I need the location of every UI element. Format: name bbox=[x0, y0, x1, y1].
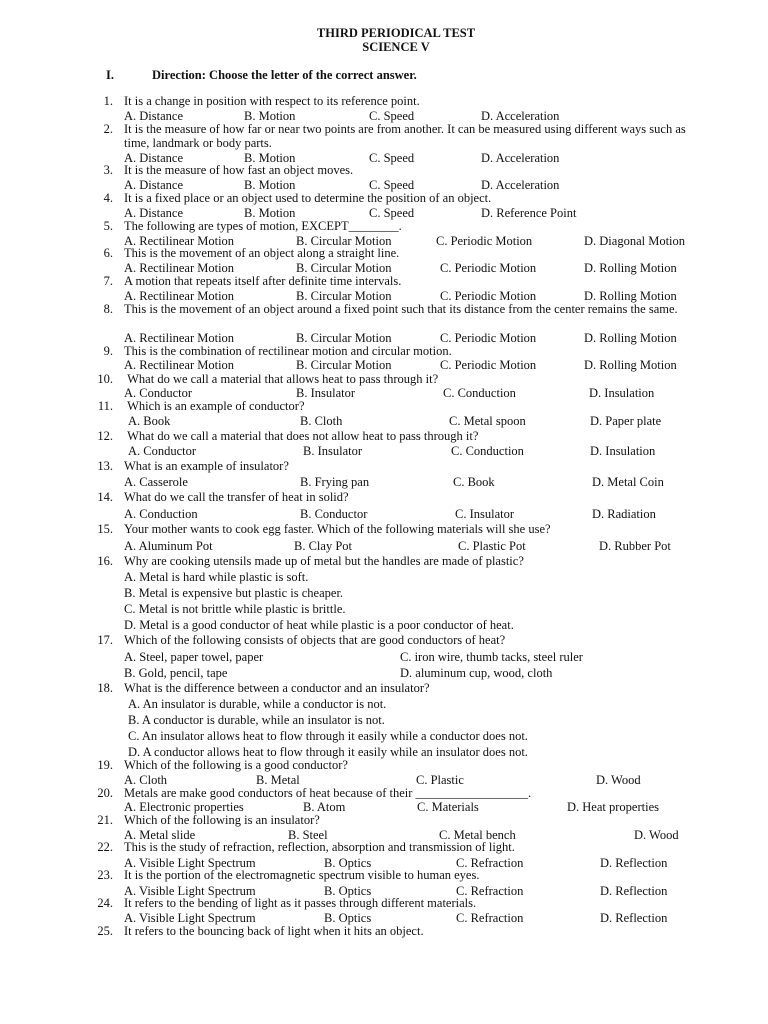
answer-option: D. Acceleration bbox=[481, 151, 560, 165]
answer-option: C. Speed bbox=[369, 151, 415, 165]
question-number: 20. bbox=[97, 786, 113, 800]
question-number: 12. bbox=[97, 429, 113, 443]
answer-option: A. Casserole bbox=[124, 475, 188, 489]
question-text: What do we call the transfer of heat in solid? bbox=[124, 490, 349, 504]
answer-option: C. Refraction bbox=[456, 856, 524, 870]
answer-option: B. Cloth bbox=[300, 414, 343, 428]
section-number: I. bbox=[106, 68, 114, 82]
answer-option: C. Metal spoon bbox=[449, 414, 526, 428]
answer-option: D. aluminum cup, wood, cloth bbox=[400, 666, 553, 680]
answer-option: A. An insulator is durable, while a conductor is not. bbox=[128, 697, 387, 711]
answer-option: D. Rolling Motion bbox=[584, 261, 677, 275]
answer-option: B. Circular Motion bbox=[296, 234, 392, 248]
answer-option: B. Insulator bbox=[303, 444, 363, 458]
question-text: Why are cooking utensils made up of metal but the handles are made of plastic? bbox=[124, 554, 524, 568]
question-text: It is the measure of how fast an object moves. bbox=[124, 163, 354, 177]
question-text: Which of the following is a good conductor? bbox=[124, 758, 348, 772]
answer-option: B. Insulator bbox=[296, 386, 356, 400]
answer-option: C. iron wire, thumb tacks, steel ruler bbox=[400, 650, 583, 664]
question-number: 23. bbox=[97, 868, 113, 882]
section-direction: Direction: Choose the letter of the correct answer. bbox=[152, 68, 417, 82]
question-text: A motion that repeats itself after definite time intervals. bbox=[124, 274, 402, 288]
answer-option: B. A conductor is durable, while an insulator is not. bbox=[128, 713, 385, 727]
answer-option: A. Visible Light Spectrum bbox=[124, 884, 256, 898]
question-number: 19. bbox=[97, 758, 113, 772]
answer-option: B. Motion bbox=[244, 178, 296, 192]
page-title: THIRD PERIODICAL TEST bbox=[316, 26, 476, 40]
answer-option: C. Plastic bbox=[416, 773, 464, 787]
question-text: It refers to the bending of light as it passes through different materials. bbox=[124, 896, 477, 910]
answer-option: C. Conduction bbox=[443, 386, 516, 400]
answer-option: B. Motion bbox=[244, 109, 296, 123]
answer-option: A. Distance bbox=[124, 109, 184, 123]
answer-option: C. Speed bbox=[369, 206, 415, 220]
question-number: 10. bbox=[97, 372, 113, 386]
question-text: This is the movement of an object around a fixed point such that its distance from the center remains the same. bbox=[124, 302, 678, 316]
answer-option: B. Metal bbox=[256, 773, 300, 787]
answer-option: D. Wood bbox=[596, 773, 641, 787]
answer-option: C. Insulator bbox=[455, 507, 515, 521]
answer-option: D. Insulation bbox=[590, 444, 656, 458]
answer-option: C. Speed bbox=[369, 178, 415, 192]
answer-option: C. Speed bbox=[369, 109, 415, 123]
answer-option: D. Paper plate bbox=[590, 414, 662, 428]
answer-option: C. Refraction bbox=[456, 911, 524, 925]
question-number: 4. bbox=[103, 191, 113, 205]
question-text: Which of the following consists of objects that are good conductors of heat? bbox=[124, 633, 506, 647]
question-text: This is the study of refraction, reflection, absorption and transmission of light. bbox=[124, 840, 515, 854]
question-number: 7. bbox=[103, 274, 113, 288]
answer-option: A. Conductor bbox=[124, 386, 193, 400]
question-number: 2. bbox=[103, 122, 113, 136]
question-number: 3. bbox=[103, 163, 113, 177]
answer-option: B. Optics bbox=[324, 911, 372, 925]
answer-option: C. Book bbox=[453, 475, 495, 489]
answer-option: B. Optics bbox=[324, 884, 372, 898]
question-text: It is the measure of how far or near two points are from another. It can be measured using different ways such as time, landmark or body parts. bbox=[124, 122, 689, 150]
answer-option: C. Materials bbox=[417, 800, 479, 814]
answer-option: C. Periodic Motion bbox=[440, 331, 537, 345]
answer-option: D. Diagonal Motion bbox=[584, 234, 686, 248]
answer-option: B. Conductor bbox=[300, 507, 368, 521]
question-number: 8. bbox=[103, 302, 113, 316]
answer-option: A. Distance bbox=[124, 151, 184, 165]
question-number: 9. bbox=[103, 344, 113, 358]
answer-option: B. Gold, pencil, tape bbox=[124, 666, 228, 680]
answer-option: D. Insulation bbox=[589, 386, 655, 400]
question-text: Which is an example of conductor? bbox=[124, 399, 305, 413]
answer-option: D. Reference Point bbox=[481, 206, 577, 220]
answer-option: D. Rolling Motion bbox=[584, 289, 677, 303]
answer-option: D. Reflection bbox=[600, 911, 668, 925]
answer-option: B. Motion bbox=[244, 206, 296, 220]
question-number: 22. bbox=[97, 840, 113, 854]
answer-option: C. Periodic Motion bbox=[440, 261, 537, 275]
answer-option: B. Circular Motion bbox=[296, 331, 392, 345]
question-text: It refers to the bouncing back of light when it hits an object. bbox=[124, 924, 424, 938]
answer-option: D. Rolling Motion bbox=[584, 331, 677, 345]
answer-option: D. Acceleration bbox=[481, 178, 560, 192]
answer-option: A. Visible Light Spectrum bbox=[124, 856, 256, 870]
answer-option: A. Conduction bbox=[124, 507, 198, 521]
answer-option: A. Rectilinear Motion bbox=[124, 234, 235, 248]
question-number: 17. bbox=[97, 633, 113, 647]
question-number: 24. bbox=[97, 896, 113, 910]
answer-option: C. Metal is not brittle while plastic is brittle. bbox=[124, 602, 346, 616]
answer-option: A. Conductor bbox=[128, 444, 197, 458]
question-text: It is the portion of the electromagnetic spectrum visible to human eyes. bbox=[124, 868, 480, 882]
answer-option: C. Refraction bbox=[456, 884, 524, 898]
question-text: It is a fixed place or an object used to determine the position of an object. bbox=[124, 191, 492, 205]
answer-option: D. Rolling Motion bbox=[584, 358, 677, 372]
answer-option: B. Metal is expensive but plastic is cheaper. bbox=[124, 586, 344, 600]
question-number: 11. bbox=[97, 399, 113, 413]
answer-option: A. Metal slide bbox=[124, 828, 196, 842]
question-number: 18. bbox=[97, 681, 113, 695]
question-text: What is the difference between a conductor and an insulator? bbox=[124, 681, 430, 695]
answer-option: B. Circular Motion bbox=[296, 358, 392, 372]
answer-option: C. Metal bench bbox=[439, 828, 516, 842]
question-text: What is an example of insulator? bbox=[124, 459, 289, 473]
answer-option: A. Rectilinear Motion bbox=[124, 358, 235, 372]
answer-option: D. A conductor allows heat to flow through it easily while an insulator does not. bbox=[128, 745, 528, 759]
answer-option: B. Steel bbox=[288, 828, 328, 842]
answer-option: D. Heat properties bbox=[567, 800, 659, 814]
question-text: What do we call a material that allows heat to pass through it? bbox=[124, 372, 439, 386]
question-number: 5. bbox=[103, 219, 113, 233]
answer-option: D. Acceleration bbox=[481, 109, 560, 123]
answer-option: B. Clay Pot bbox=[294, 539, 352, 553]
question-text: What do we call a material that does not allow heat to pass through it? bbox=[124, 429, 479, 443]
answer-option: A. Book bbox=[128, 414, 171, 428]
answer-option: C. Plastic Pot bbox=[458, 539, 526, 553]
answer-option: D. Reflection bbox=[600, 884, 668, 898]
answer-option: C. Conduction bbox=[451, 444, 524, 458]
question-text: Metals are make good conductors of heat because of their __________________. bbox=[124, 786, 532, 800]
question-text: This is the movement of an object along a straight line. bbox=[124, 246, 400, 260]
question-number: 13. bbox=[97, 459, 113, 473]
question-number: 15. bbox=[97, 522, 113, 536]
question-number: 16. bbox=[97, 554, 113, 568]
question-number: 25. bbox=[97, 924, 113, 938]
answer-option: B. Circular Motion bbox=[296, 289, 392, 303]
answer-option: D. Rubber Pot bbox=[599, 539, 671, 553]
question-text: Which of the following is an insulator? bbox=[124, 813, 320, 827]
question-number: 14. bbox=[97, 490, 113, 504]
answer-option: D. Metal Coin bbox=[592, 475, 664, 489]
answer-option: A. Electronic properties bbox=[124, 800, 244, 814]
answer-option: A. Steel, paper towel, paper bbox=[124, 650, 264, 664]
answer-option: A. Distance bbox=[124, 178, 184, 192]
answer-option: B. Circular Motion bbox=[296, 261, 392, 275]
question-number: 1. bbox=[103, 94, 113, 108]
answer-option: D. Wood bbox=[634, 828, 679, 842]
question-text: Your mother wants to cook egg faster. Which of the following materials will she use? bbox=[124, 522, 551, 536]
answer-option: B. Motion bbox=[244, 151, 296, 165]
answer-option: C. An insulator allows heat to flow through it easily while a conductor does not. bbox=[128, 729, 528, 743]
answer-option: A. Aluminum Pot bbox=[124, 539, 213, 553]
answer-option: C. Periodic Motion bbox=[440, 289, 537, 303]
answer-option: B. Frying pan bbox=[300, 475, 370, 489]
answer-option: A. Rectilinear Motion bbox=[124, 331, 235, 345]
question-text: This is the combination of rectilinear motion and circular motion. bbox=[124, 344, 452, 358]
answer-option: C. Periodic Motion bbox=[440, 358, 537, 372]
answer-option: D. Reflection bbox=[600, 856, 668, 870]
answer-option: A. Cloth bbox=[124, 773, 168, 787]
answer-option: D. Metal is a good conductor of heat while plastic is a poor conductor of heat. bbox=[124, 618, 514, 632]
answer-option: A. Rectilinear Motion bbox=[124, 289, 235, 303]
answer-option: B. Atom bbox=[303, 800, 346, 814]
answer-option: A. Distance bbox=[124, 206, 184, 220]
page-subtitle: SCIENCE V bbox=[362, 40, 430, 54]
answer-option: A. Visible Light Spectrum bbox=[124, 911, 256, 925]
question-text: The following are types of motion, EXCEPT________. bbox=[124, 219, 402, 233]
answer-option: D. Radiation bbox=[592, 507, 656, 521]
answer-option: C. Periodic Motion bbox=[436, 234, 533, 248]
answer-option: A. Metal is hard while plastic is soft. bbox=[124, 570, 309, 584]
answer-option: B. Optics bbox=[324, 856, 372, 870]
question-number: 6. bbox=[103, 246, 113, 260]
question-number: 21. bbox=[97, 813, 113, 827]
answer-option: A. Rectilinear Motion bbox=[124, 261, 235, 275]
question-text: It is a change in position with respect to its reference point. bbox=[124, 94, 420, 108]
